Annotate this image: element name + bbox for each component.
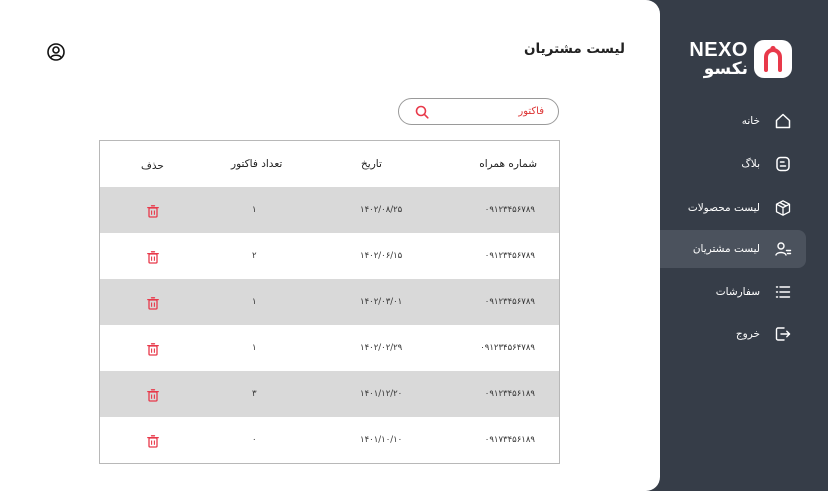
sidebar-item-label: سفارشات <box>715 286 760 298</box>
table-header <box>100 141 559 187</box>
header-count: تعداد فاکتور <box>231 158 283 170</box>
logout-icon <box>774 325 792 343</box>
cell-count: ۲ <box>252 251 257 261</box>
delete-trash-icon[interactable] <box>147 249 159 262</box>
page-title: لیست مشتریان <box>524 41 625 57</box>
customers-table <box>99 140 560 464</box>
user-avatar-icon[interactable] <box>47 43 65 61</box>
cell-count: ۱ <box>252 343 257 353</box>
sidebar-item-label: لیست محصولات <box>687 202 760 214</box>
cell-phone: ۰۹۱۲۳۴۵۶۴۷۸۹ <box>480 343 535 353</box>
delete-trash-icon[interactable] <box>147 295 159 308</box>
delete-trash-icon[interactable] <box>147 203 159 216</box>
search-input[interactable] <box>429 106 544 117</box>
sidebar-item-cube[interactable] <box>660 189 806 227</box>
sidebar-item-home[interactable] <box>660 102 806 140</box>
table-row <box>100 233 559 279</box>
logo-text-en: NEXO <box>689 39 748 61</box>
cell-date: ۱۴۰۲/۰۶/۱۵ <box>360 251 403 261</box>
delete-trash-icon[interactable] <box>147 387 159 400</box>
header-phone: شماره همراه <box>479 158 537 170</box>
cell-phone: ۰۹۱۲۳۴۵۶۱۸۹ <box>484 389 535 399</box>
list-icon <box>774 283 792 301</box>
table-row <box>100 187 559 233</box>
sidebar-item-label: خانه <box>741 115 760 127</box>
sidebar-item-logout[interactable] <box>660 315 806 353</box>
table-row <box>100 417 559 463</box>
delete-trash-icon[interactable] <box>147 433 159 446</box>
cell-count: ۳ <box>252 389 257 399</box>
table-row <box>100 325 559 371</box>
sidebar-item-label: لیست مشتریان <box>692 243 760 255</box>
cell-count: ۱ <box>252 205 257 215</box>
sidebar-item-users[interactable] <box>660 230 806 268</box>
sidebar-item-label: خروج <box>735 328 760 340</box>
logo-text-fa: نکسو <box>703 59 748 79</box>
cell-date: ۱۴۰۲/۰۸/۲۵ <box>360 205 403 215</box>
cube-icon <box>774 199 792 217</box>
cell-count: ۱ <box>252 297 257 307</box>
header-delete: حذف <box>141 160 164 172</box>
cell-date: ۱۴۰۲/۰۲/۲۹ <box>360 343 403 353</box>
search-box[interactable] <box>398 98 559 125</box>
cell-phone: ۰۹۱۲۳۴۵۶۷۸۹ <box>484 297 535 307</box>
sidebar-item-list[interactable] <box>660 273 806 311</box>
cell-phone: ۰۹۱۲۳۴۵۶۷۸۹ <box>484 205 535 215</box>
blog-icon <box>774 155 792 173</box>
logo-mark-icon <box>754 40 792 78</box>
sidebar <box>660 0 828 491</box>
cell-date: ۱۴۰۱/۱۰/۱۰ <box>360 435 403 445</box>
logo <box>689 40 792 78</box>
header-date: تاریخ <box>361 158 382 170</box>
cell-date: ۱۴۰۲/۰۳/۰۱ <box>360 297 403 307</box>
home-icon <box>774 112 792 130</box>
cell-phone: ۰۹۱۲۳۴۵۶۷۸۹ <box>484 251 535 261</box>
table-row <box>100 279 559 325</box>
search-icon[interactable] <box>415 105 429 119</box>
cell-date: ۱۴۰۱/۱۲/۲۰ <box>360 389 403 399</box>
cell-phone: ۰۹۱۷۳۴۵۶۱۸۹ <box>484 435 535 445</box>
sidebar-item-blog[interactable] <box>660 145 806 183</box>
table-row <box>100 371 559 417</box>
users-icon <box>774 240 792 258</box>
cell-count: ۰ <box>252 435 257 445</box>
delete-trash-icon[interactable] <box>147 341 159 354</box>
sidebar-item-label: بلاگ <box>741 158 760 170</box>
